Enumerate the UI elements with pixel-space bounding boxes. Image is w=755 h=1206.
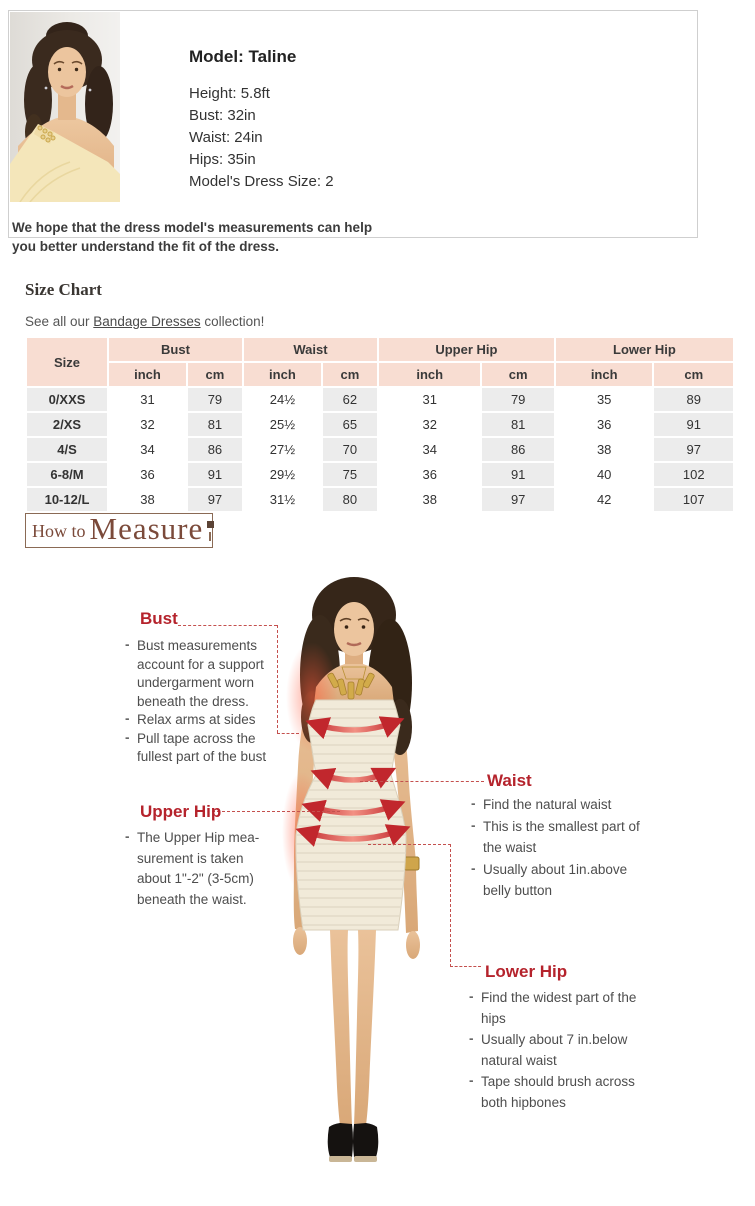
size-table-row	[27, 388, 733, 411]
model-title: Model: Taline	[189, 47, 297, 66]
measure-tip: - This is the smallest part of the waist	[470, 816, 658, 859]
shoes	[328, 1123, 379, 1162]
size-cell: 4/S	[27, 438, 107, 461]
unit-header-inch: inch	[556, 363, 653, 386]
inch-value-cell: 32	[379, 413, 481, 436]
upper-hip-tips	[124, 828, 266, 910]
upper-hip-connector	[212, 811, 340, 812]
measure-text: Measure	[89, 511, 204, 546]
cm-value-cell: 86	[482, 438, 553, 461]
cm-value-cell: 107	[654, 488, 733, 511]
collection-line	[25, 314, 264, 329]
size-chart-heading: Size Chart	[25, 280, 102, 299]
bust-connector-h1	[178, 625, 277, 626]
waist-tips	[470, 794, 658, 902]
collection-suffix: collection!	[200, 314, 265, 329]
upper-hip-label: Upper Hip	[140, 802, 222, 821]
bust-connector-h2	[277, 733, 299, 734]
size-cell: 10-12/L	[27, 488, 107, 511]
measure-tip: - Usually about 1in.above belly button	[470, 859, 658, 902]
heading-ornament-square	[207, 521, 214, 528]
table-group-header-row	[27, 338, 733, 361]
inch-value-cell: 36	[109, 463, 186, 486]
inch-value-cell: 38	[379, 488, 481, 511]
model-figure-illustration	[268, 557, 488, 1187]
inch-value-cell: 38	[109, 488, 186, 511]
inch-value-cell: 31	[379, 388, 481, 411]
size-cell: 6-8/M	[27, 463, 107, 486]
model-photo	[10, 12, 120, 202]
col-size-header: Size	[27, 338, 107, 386]
size-table-row	[27, 413, 733, 436]
cm-value-cell: 97	[654, 438, 733, 461]
cm-value-cell: 81	[482, 413, 553, 436]
inch-value-cell: 32	[109, 413, 186, 436]
spec-waist: Waist: 24in	[189, 129, 263, 146]
cm-value-cell: 97	[482, 488, 553, 511]
how-to-measure-heading	[25, 513, 213, 548]
cm-value-cell: 86	[188, 438, 242, 461]
col-bust-header: Bust	[109, 338, 242, 361]
cm-value-cell: 62	[323, 388, 377, 411]
cm-value-cell: 81	[188, 413, 242, 436]
col-lowerhip-header: Lower Hip	[556, 338, 733, 361]
inch-value-cell: 40	[556, 463, 653, 486]
bust-label: Bust	[140, 609, 178, 628]
waist-connector	[360, 781, 484, 782]
unit-header-inch: inch	[109, 363, 186, 386]
measure-tip: - Find the natural waist	[470, 794, 658, 816]
unit-header-cm: cm	[188, 363, 242, 386]
inch-value-cell: 29½	[244, 463, 321, 486]
inch-value-cell: 25½	[244, 413, 321, 436]
measure-tip: - Bust measurements account for a support undergarment worn beneath the dress.	[124, 637, 270, 711]
spec-dress-size: Model's Dress Size: 2	[189, 173, 334, 190]
inch-value-cell: 27½	[244, 438, 321, 461]
model-info-box	[8, 10, 698, 254]
cm-value-cell: 79	[482, 388, 553, 411]
spec-height: Height: 5.8ft	[189, 85, 270, 102]
table-unit-header-row	[27, 363, 733, 386]
inch-value-cell: 34	[109, 438, 186, 461]
lower-hip-connector-h1	[368, 844, 451, 845]
size-table-row	[27, 438, 733, 461]
unit-header-inch: inch	[244, 363, 321, 386]
size-cell: 2/XS	[27, 413, 107, 436]
inch-value-cell: 31½	[244, 488, 321, 511]
model-specs	[189, 47, 334, 193]
col-waist-header: Waist	[244, 338, 377, 361]
size-table-row	[27, 463, 733, 486]
inch-value-cell: 38	[556, 438, 653, 461]
model-photo-illustration	[10, 12, 120, 202]
measure-figure	[268, 557, 488, 1187]
measure-tip: - Usually about 7 in.below natural waist	[468, 1029, 664, 1071]
measure-tip: - Pull tape across the fullest part of the bust	[124, 730, 270, 767]
inch-value-cell: 36	[379, 463, 481, 486]
lower-hip-connector-h2	[450, 966, 481, 967]
inch-value-cell: 42	[556, 488, 653, 511]
size-table-row	[27, 488, 733, 511]
spec-bust: Bust: 32in	[189, 107, 256, 124]
cm-value-cell: 70	[323, 438, 377, 461]
lower-hip-connector-v	[450, 844, 451, 967]
cm-value-cell: 102	[654, 463, 733, 486]
bandage-dresses-link[interactable]: Bandage Dresses	[93, 314, 201, 329]
col-upperhip-header: Upper Hip	[379, 338, 554, 361]
figure-legs	[330, 930, 376, 1125]
collection-prefix: See all our	[25, 314, 94, 329]
unit-header-cm: cm	[654, 363, 733, 386]
bust-tips	[124, 637, 270, 767]
cm-value-cell: 75	[323, 463, 377, 486]
size-cell: 0/XXS	[27, 388, 107, 411]
inch-value-cell: 24½	[244, 388, 321, 411]
model-note: We hope that the dress model's measurements can help you better understand the fit of the dress.	[12, 219, 373, 254]
cm-value-cell: 97	[188, 488, 242, 511]
spec-hips: Hips: 35in	[189, 151, 256, 168]
measure-tip: - The Upper Hip mea-surement is taken about 1"-2" (3-5cm) beneath the waist.	[124, 828, 266, 910]
inch-value-cell: 31	[109, 388, 186, 411]
inch-value-cell: 36	[556, 413, 653, 436]
how-to-text: How to	[32, 521, 86, 541]
cm-value-cell: 89	[654, 388, 733, 411]
unit-header-cm: cm	[323, 363, 377, 386]
inch-value-cell: 34	[379, 438, 481, 461]
waist-label: Waist	[487, 771, 532, 790]
cm-value-cell: 79	[188, 388, 242, 411]
cm-value-cell: 91	[654, 413, 733, 436]
heading-ornament-tick	[209, 532, 211, 541]
size-table	[25, 336, 735, 513]
cm-value-cell: 80	[323, 488, 377, 511]
cm-value-cell: 91	[188, 463, 242, 486]
unit-header-inch: inch	[379, 363, 481, 386]
bust-connector-v	[277, 625, 278, 733]
measure-tip: - Tape should brush across both hipbones	[468, 1071, 664, 1113]
lower-hip-tips	[468, 987, 664, 1113]
measure-tip: - Find the widest part of the hips	[468, 987, 664, 1029]
lower-hip-label: Lower Hip	[485, 962, 568, 981]
unit-header-cm: cm	[482, 363, 553, 386]
inch-value-cell: 35	[556, 388, 653, 411]
cm-value-cell: 65	[323, 413, 377, 436]
bracelet	[404, 857, 419, 870]
cm-value-cell: 91	[482, 463, 553, 486]
measure-tip: - Relax arms at sides	[124, 711, 270, 730]
size-table-body	[27, 388, 733, 511]
